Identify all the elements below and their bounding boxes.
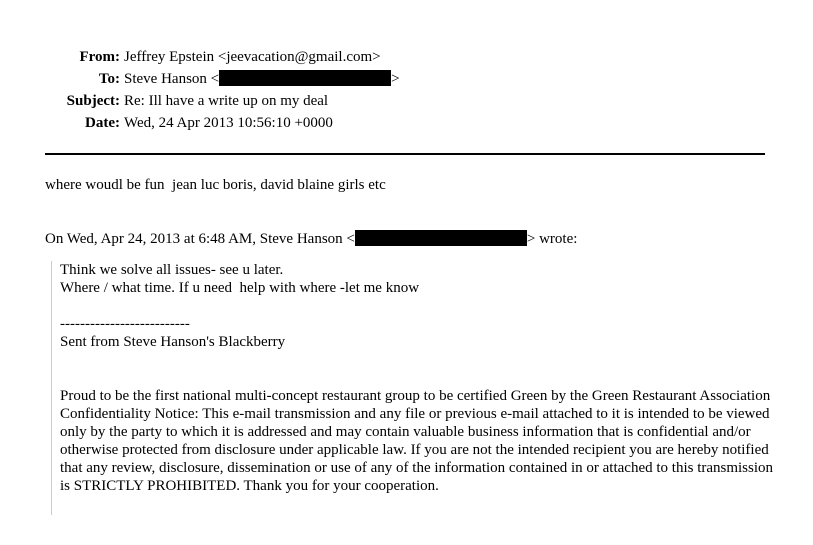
attribution-suffix: > wrote: <box>526 231 578 247</box>
from-value: Jeffrey Epstein <jeevacation@gmail.com> <box>124 49 381 65</box>
to-suffix: > <box>391 71 400 87</box>
to-value <box>124 68 400 90</box>
date-value: Wed, 24 Apr 2013 10:56:10 +0000 <box>124 115 333 131</box>
attribution-email-redaction <box>355 230 527 246</box>
quote-attribution <box>45 229 577 249</box>
email-header <box>40 46 400 134</box>
signature: Sent from Steve Hanson's Blackberry <box>60 334 286 350</box>
quoted-message <box>51 261 774 515</box>
header-divider <box>45 153 765 155</box>
signature-separator: -------------------------- <box>60 316 190 332</box>
reply-text: where woudl be fun jean luc boris, david blaine girls etc <box>45 177 386 193</box>
to-prefix: Steve Hanson < <box>124 71 220 87</box>
date-label: Date: <box>85 115 120 131</box>
quoted-line-2: Where / what time. If u need help with where -let me know <box>60 280 420 296</box>
confidentiality-notice: Confidentiality Notice: This e-mail transmission and any file or previous e-mail attached to it is intended to be viewed only by the party to which it is addressed and may contain valuable business information that is confidential and/or otherwise protected from disclosure under applicable law. If you are not the intended recipient you are hereby notified that any review, disclosure, dissemination or use of any of the information contained in or attached to this transmission is STRICTLY PROHIBITED. Thank you for your cooperation. <box>60 406 774 494</box>
date-row <box>40 112 400 134</box>
attribution-prefix: On Wed, Apr 24, 2013 at 6:48 AM, Steve Hanson < <box>45 231 355 247</box>
from-row <box>40 46 400 68</box>
subject-row <box>40 90 400 112</box>
from-label: From: <box>79 49 120 65</box>
to-email-redaction <box>219 70 391 86</box>
subject-value: Re: Ill have a write up on my deal <box>124 93 329 109</box>
to-label: To: <box>98 71 120 87</box>
to-row <box>40 68 400 90</box>
quoted-line-1: Think we solve all issues- see u later. <box>60 262 284 278</box>
green-notice: Proud to be the first national multi-concept restaurant group to be certified Green by the Green Restaurant Association <box>60 388 771 404</box>
subject-label: Subject: <box>66 93 120 109</box>
